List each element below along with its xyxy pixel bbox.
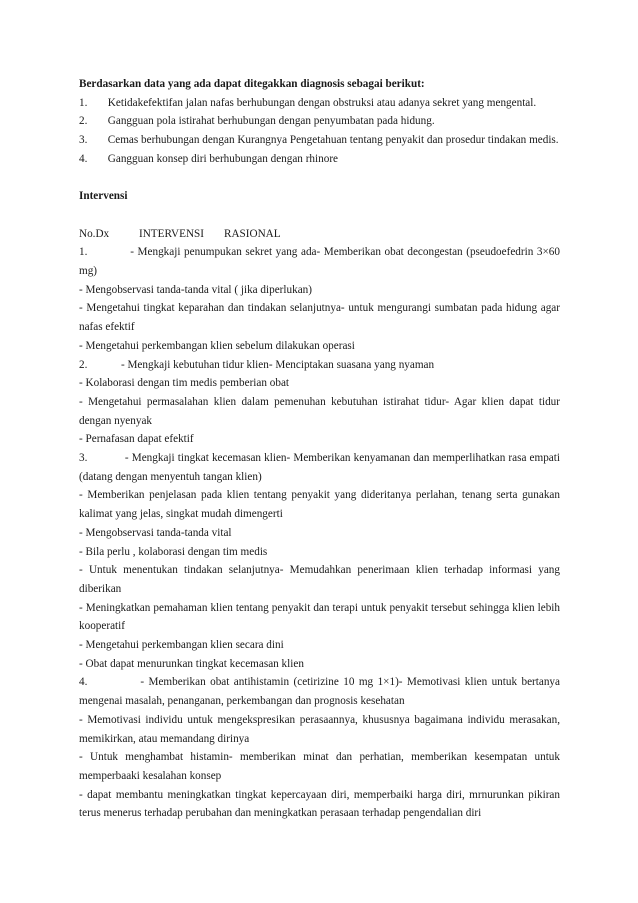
diagnosis-item xyxy=(79,131,560,150)
intervensi-line: - Memotivasi individu untuk mengekspresikan perasaannya, khususnya bagaimana individu merasakan, memikirkan, atau memandang dirinya xyxy=(79,713,560,745)
intervensi-line: - dapat membantu meningkatkan tingkat kepercayaan diri, memperbaiki harga diri, mrnurunkan pikiran terus menerus terhadap perubahan dan meningkatkan perasaan terhadap pengendalian diri xyxy=(79,788,560,820)
diagnosis-number: 2. xyxy=(79,115,88,128)
intervensi-line: 3. - Mengkaji tingkat kecemasan klien- Memberikan kenyamanan dan memperlihatkan rasa empati (datang dengan menyentuh tangan klien) xyxy=(79,452,560,483)
intervensi-line: - Memberikan penjelasan pada klien tentang penyakit yang dideritanya perlahan, tenang serta gunakan kalimat yang jelas, singkat mudah dimengerti xyxy=(79,489,560,521)
diagnosis-item xyxy=(79,112,560,131)
column-header-rasional: RASIONAL xyxy=(224,227,281,240)
intervensi-line: - Untuk menghambat histamin- memberikan minat dan perhatian, memberikan kesempatan untuk memperbaaki kesalahan konsep xyxy=(79,751,560,782)
intervensi-line: - Obat dapat menurunkan tingkat kecemasan klien xyxy=(79,657,304,670)
intervensi-line: - Meningkatkan pemahaman klien tentang penyakit dan terapi untuk penyakit tersebut sehingga klien lebih kooperatif xyxy=(79,601,560,633)
intervensi-line: - Kolaborasi dengan tim medis pemberian obat xyxy=(79,377,290,390)
diagnosis-list xyxy=(79,94,560,169)
intervensi-line: - Mengetahui tingkat keparahan dan tindakan selanjutnya- untuk mengurangi sumbatan pada hidung agar nafas efektif xyxy=(79,302,560,334)
diagnosis-text: Cemas berhubungan dengan Kurangnya Pengetahuan tentang penyakit dan prosedur tindakan medis. xyxy=(107,134,559,147)
intervensi-line: - Mengobservasi tanda-tanda vital ( jika diperlukan) xyxy=(79,283,312,296)
column-header-row xyxy=(79,225,560,244)
diagnosis-item xyxy=(79,94,560,113)
diagnosis-number: 3. xyxy=(79,134,88,147)
intervensi-line: - Mengobservasi tanda-tanda vital xyxy=(79,526,232,539)
column-header-nodx: No.Dx xyxy=(79,227,110,240)
diagnosis-heading: Berdasarkan data yang ada dapat ditegakkan diagnosis sebagai berikut: xyxy=(79,78,425,90)
intervensi-line: - Bila perlu , kolaborasi dengan tim medis xyxy=(79,545,268,558)
diagnosis-number: 1. xyxy=(79,96,88,109)
column-header-intervensi: INTERVENSI xyxy=(139,227,204,240)
intervensi-line: - Mengetahui permasalahan klien dalam pemenuhan kebutuhan istirahat tidur- Agar klien dapat tidur dengan nyenyak xyxy=(79,395,560,427)
diagnosis-number: 4. xyxy=(79,152,88,165)
intervensi-line: 2. - Mengkaji kebutuhan tidur klien- Menciptakan suasana yang nyaman xyxy=(79,358,435,371)
section-spacer xyxy=(79,169,560,188)
diagnosis-text: Gangguan pola istirahat berhubungan dengan penyumbatan pada hidung. xyxy=(107,115,435,128)
document-page xyxy=(79,75,560,823)
intervensi-line: - Untuk menentukan tindakan selanjutnya- Memudahkan penerimaan klien terhadap informasi yang diberikan xyxy=(79,564,560,595)
section-spacer xyxy=(79,206,560,225)
intervensi-line: - Pernafasan dapat efektif xyxy=(79,433,194,446)
intervensi-heading: Intervensi xyxy=(79,190,128,203)
diagnosis-item xyxy=(79,150,560,169)
intervensi-lines xyxy=(79,243,560,823)
diagnosis-text: Gangguan konsep diri berhubungan dengan rhinore xyxy=(107,152,339,165)
intervensi-line: - Mengetahui perkembangan klien sebelum dilakukan operasi xyxy=(79,339,355,352)
intervensi-line: - Mengetahui perkembangan klien secara dini xyxy=(79,639,284,652)
diagnosis-text: Ketidakefektifan jalan nafas berhubungan dengan obstruksi atau adanya sekret yang mengental. xyxy=(107,96,537,109)
intervensi-line: 1. - Mengkaji penumpukan sekret yang ada- Memberikan obat decongestan (pseudoefedrin 3×60 mg) xyxy=(79,246,560,277)
intervensi-line: 4. - Memberikan obat antihistamin (cetirizine 10 mg 1×1)- Memotivasi klien untuk bertanya mengenai masalah, penanganan, perkembangan dan prognosis kesehatan xyxy=(79,676,560,708)
